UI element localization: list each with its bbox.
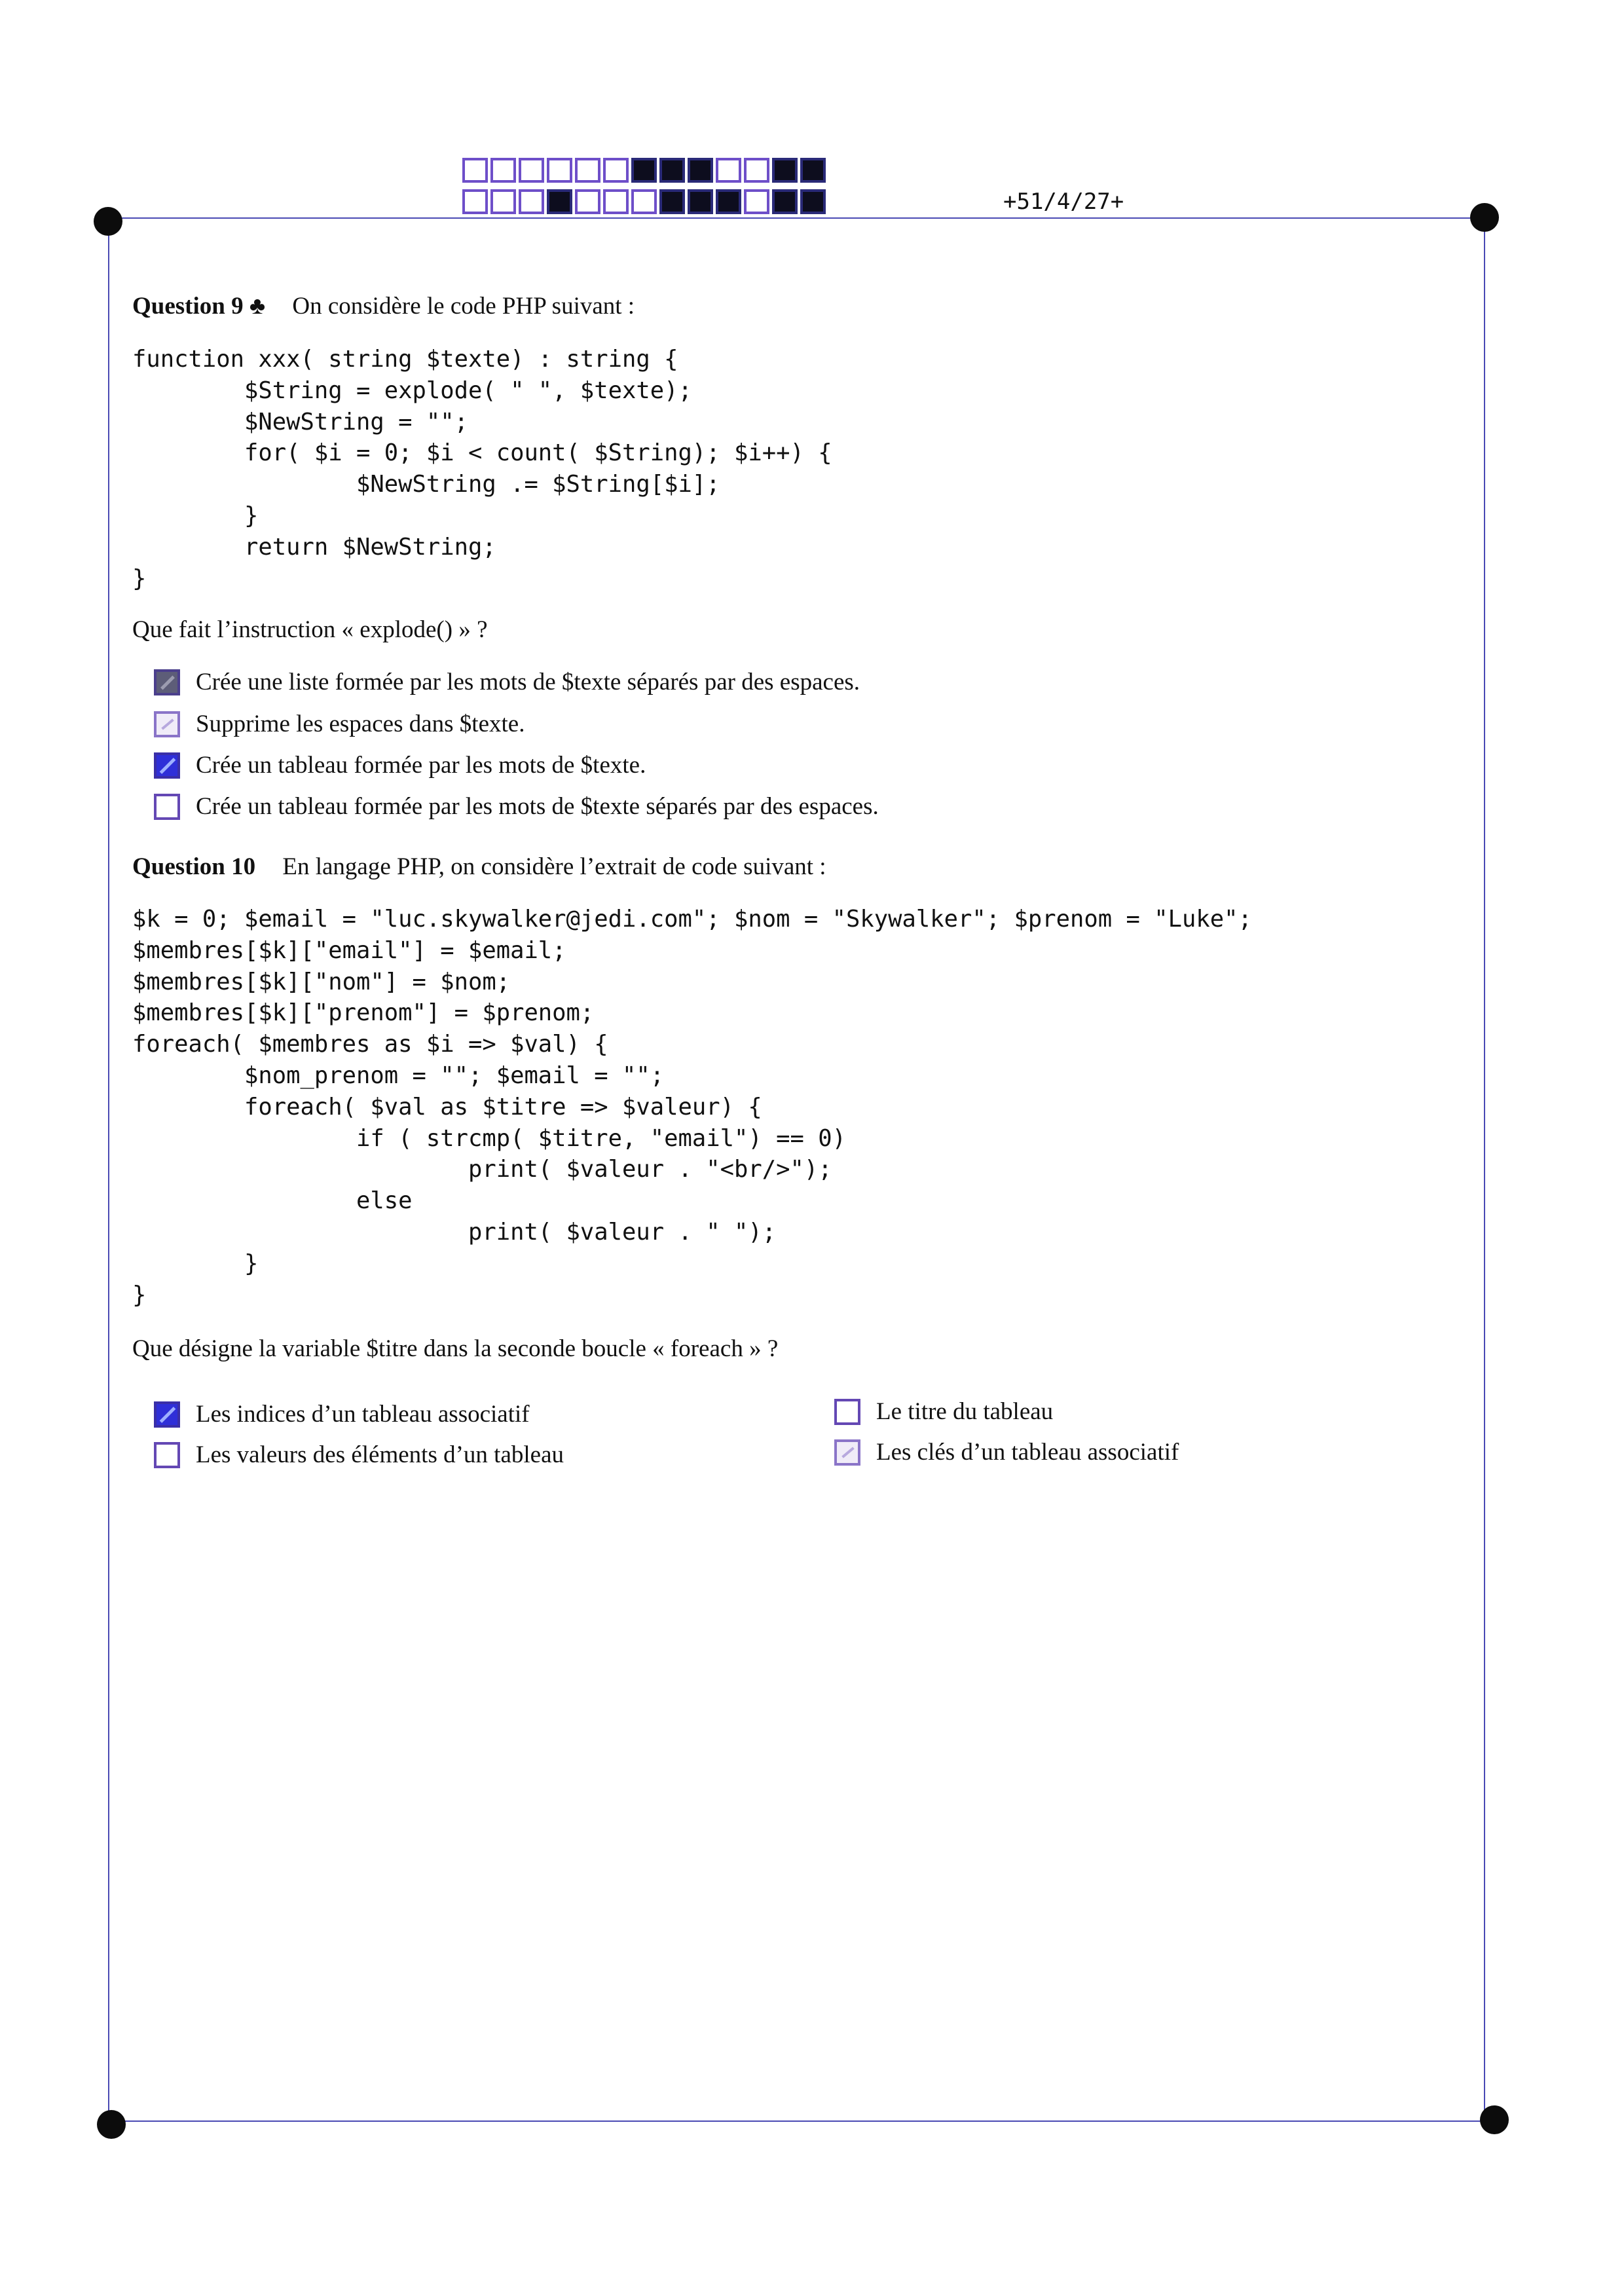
barcode-cell bbox=[547, 158, 572, 183]
question-10-intro: En langage PHP, on considère l’extrait de code suivant : bbox=[282, 853, 826, 880]
corner-marker-top-right bbox=[1470, 203, 1499, 232]
barcode-cell bbox=[462, 158, 488, 183]
barcode-cell bbox=[519, 158, 544, 183]
q9-answer-4-text: Crée un tableau formée par les mots de $texte séparés par des espaces. bbox=[196, 793, 879, 820]
q9-checkbox-3[interactable] bbox=[154, 752, 180, 779]
q10-answer-2-text: Les valeurs des éléments d’un tableau bbox=[196, 1441, 564, 1468]
barcode-cell bbox=[800, 189, 826, 214]
question-9-prompt: Que fait l’instruction « explode() » ? bbox=[132, 616, 488, 643]
q10-answer-1-text: Les indices d’un tableau associatif bbox=[196, 1401, 530, 1428]
barcode-cell bbox=[659, 158, 685, 183]
club-icon: ♣ bbox=[249, 293, 266, 320]
barcode-cell bbox=[575, 189, 600, 214]
page-code: +51/4/27+ bbox=[1003, 189, 1124, 215]
q10-answer-3-text: Le titre du tableau bbox=[876, 1398, 1054, 1425]
corner-marker-bottom-right bbox=[1480, 2105, 1509, 2134]
q9-checkbox-2[interactable] bbox=[154, 711, 180, 737]
barcode-cell bbox=[603, 158, 629, 183]
barcode-cell bbox=[744, 158, 769, 183]
barcode-cell bbox=[575, 158, 600, 183]
page-barcode-row-1 bbox=[462, 158, 826, 183]
q10-answer-4-text: Les clés d’un tableau associatif bbox=[876, 1439, 1179, 1466]
question-10-header bbox=[132, 853, 826, 881]
page-barcode-row-2 bbox=[462, 189, 826, 214]
barcode-cell bbox=[716, 189, 741, 214]
barcode-cell bbox=[519, 189, 544, 214]
barcode-cell bbox=[744, 189, 769, 214]
q9-checkbox-4[interactable] bbox=[154, 794, 180, 820]
q10-answer-4[interactable] bbox=[834, 1438, 1179, 1466]
barcode-cell bbox=[490, 158, 516, 183]
corner-marker-top-left bbox=[94, 207, 122, 236]
q9-answer-1[interactable] bbox=[154, 668, 860, 696]
question-9-header bbox=[132, 292, 635, 320]
barcode-cell bbox=[631, 158, 657, 183]
question-9-code: function xxx( string $texte) : string { $String = explode( " ", $texte); $NewString = ""; for( $i = 0; $i < count( $String); $i++) { $NewString .= $String[$i]; } return $NewString; } bbox=[132, 346, 832, 592]
barcode-cell bbox=[800, 158, 826, 183]
q9-answer-3-text: Crée un tableau formée par les mots de $texte. bbox=[196, 752, 646, 779]
q10-answer-1[interactable] bbox=[154, 1400, 530, 1428]
corner-marker-bottom-left bbox=[97, 2110, 126, 2139]
question-10-label: Question 10 bbox=[132, 853, 256, 880]
q9-answer-4[interactable] bbox=[154, 792, 879, 821]
barcode-cell bbox=[688, 158, 713, 183]
barcode-cell bbox=[631, 189, 657, 214]
barcode-cell bbox=[490, 189, 516, 214]
barcode-cell bbox=[716, 158, 741, 183]
q9-answer-2[interactable] bbox=[154, 710, 525, 738]
question-9-label: Question 9 ♣ bbox=[132, 293, 266, 320]
q10-checkbox-2[interactable] bbox=[154, 1442, 180, 1468]
barcode-cell bbox=[772, 189, 798, 214]
q10-checkbox-1[interactable] bbox=[154, 1401, 180, 1428]
q9-answer-3[interactable] bbox=[154, 751, 646, 779]
q9-answer-1-text: Crée une liste formée par les mots de $texte séparés par des espaces. bbox=[196, 669, 860, 695]
question-9-intro: On considère le code PHP suivant : bbox=[292, 293, 635, 320]
q9-checkbox-1[interactable] bbox=[154, 669, 180, 695]
frame-left-line bbox=[108, 218, 109, 2121]
frame-top-line bbox=[107, 217, 1485, 219]
barcode-cell bbox=[462, 189, 488, 214]
q10-checkbox-3[interactable] bbox=[834, 1399, 860, 1425]
q10-checkbox-4[interactable] bbox=[834, 1439, 860, 1466]
q10-answer-3[interactable] bbox=[834, 1398, 1053, 1426]
frame-bottom-line bbox=[111, 2120, 1494, 2122]
barcode-cell bbox=[688, 189, 713, 214]
frame-right-line bbox=[1484, 218, 1485, 2121]
question-10-prompt: Que désigne la variable $titre dans la seconde boucle « foreach » ? bbox=[132, 1335, 779, 1362]
q9-answer-2-text: Supprime les espaces dans $texte. bbox=[196, 711, 525, 737]
barcode-cell bbox=[659, 189, 685, 214]
barcode-cell bbox=[603, 189, 629, 214]
q10-answer-2[interactable] bbox=[154, 1441, 564, 1469]
barcode-cell bbox=[772, 158, 798, 183]
question-10-code: $k = 0; $email = "luc.skywalker@jedi.com"; $nom = "Skywalker"; $prenom = "Luke"; $membres[$k]["email"] = $email; $membres[$k]["nom"] = $nom; $membres[$k]["prenom"] = $prenom; foreach( $membres as $i => $val) { $nom_prenom = ""; $email = ""; foreach( $val as $titre => $valeur) { if ( strcmp( $titre, "email") == 0) print( $valeur . "<br/>"); else print( $valeur . " "); } } bbox=[132, 906, 1252, 1308]
barcode-cell bbox=[547, 189, 572, 214]
